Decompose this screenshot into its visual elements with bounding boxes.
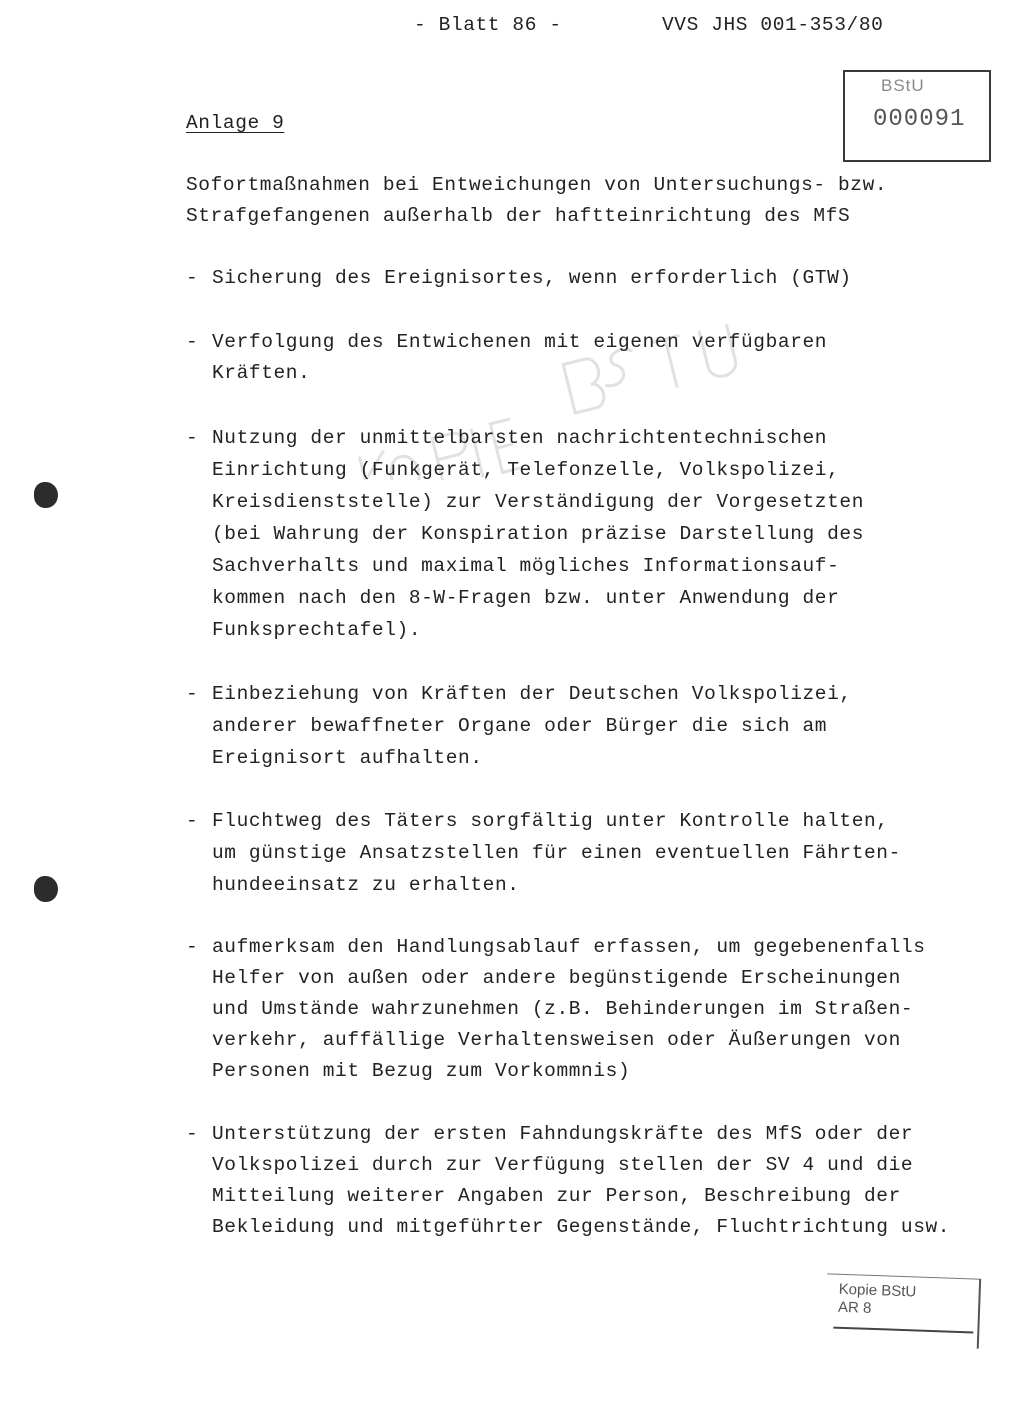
list-item-line: verkehr, auffällige Verhaltensweisen oder Äußerungen von: [212, 1029, 901, 1051]
list-dash: -: [186, 331, 198, 353]
list-dash: -: [186, 810, 198, 832]
list-dash: -: [186, 427, 198, 449]
list-item-line: und Umstände wahrzunehmen (z.B. Behinderungen im Straßen-: [212, 998, 914, 1020]
list-dash: -: [186, 936, 198, 958]
list-item-line: hundeeinsatz zu erhalten.: [212, 874, 520, 896]
list-item-line: Helfer von außen oder andere begünstigende Erscheinungen: [212, 967, 901, 989]
list-item-line: kommen nach den 8-W-Fragen bzw. unter Anwendung der: [212, 587, 840, 609]
copy-stamp: [825, 1273, 981, 1348]
list-item-line: Kräften.: [212, 362, 311, 384]
copy-watermark-stamp: [330, 300, 840, 480]
list-item-line: anderer bewaffneter Organe oder Bürger die sich am: [212, 715, 828, 737]
list-item-line: Einbeziehung von Kräften der Deutschen Volkspolizei,: [212, 683, 852, 705]
list-item-line: Fluchtweg des Täters sorgfältig unter Kontrolle halten,: [212, 810, 889, 832]
list-dash: -: [186, 267, 198, 289]
copy-stamp-label: Kopie BStU: [838, 1280, 917, 1301]
page-number: - Blatt 86 -: [414, 14, 562, 36]
list-item-line: Funksprechtafel).: [212, 619, 422, 641]
list-item-line: (bei Wahrung der Konspiration präzise Darstellung des: [212, 523, 865, 545]
list-item-line: Verfolgung des Entwichenen mit eigenen verfügbaren: [212, 331, 828, 353]
copy-stamp-rule: [833, 1327, 973, 1334]
appendix-label: Anlage 9: [186, 112, 285, 134]
list-item-line: Kreisdienststelle) zur Verständigung der Vorgesetzten: [212, 491, 865, 513]
list-item-line: Sicherung des Ereignisortes, wenn erforderlich (GTW): [212, 267, 852, 289]
list-item-line: Einrichtung (Funkgerät, Telefonzelle, Volkspolizei,: [212, 459, 840, 481]
list-item-line: Volkspolizei durch zur Verfügung stellen der SV 4 und die: [212, 1154, 914, 1176]
list-dash: -: [186, 683, 198, 705]
archive-stamp: [843, 70, 991, 162]
list-dash: -: [186, 1123, 198, 1145]
list-item-line: Unterstützung der ersten Fahndungskräfte des MfS oder der: [212, 1123, 914, 1145]
document-title-line-2: Strafgefangenen außerhalb der haftteinrichtung des MfS: [186, 205, 851, 227]
list-item-line: Mitteilung weiterer Angaben zur Person, Beschreibung der: [212, 1185, 901, 1207]
list-item-line: Sachverhalts und maximal mögliches Informationsauf-: [212, 555, 840, 577]
document-reference: VVS JHS 001-353/80: [662, 14, 884, 36]
punch-hole: [34, 876, 58, 902]
list-item-line: Ereignisort aufhalten.: [212, 747, 483, 769]
list-item-line: Personen mit Bezug zum Vorkommnis): [212, 1060, 631, 1082]
copy-stamp-code: AR 8: [837, 1298, 872, 1317]
list-item-line: Nutzung der unmittelbarsten nachrichtentechnischen: [212, 427, 828, 449]
list-item-line: aufmerksam den Handlungsablauf erfassen, um gegebenenfalls: [212, 936, 926, 958]
list-item-line: Bekleidung und mitgeführter Gegenstände, Fluchtrichtung usw.: [212, 1216, 951, 1238]
punch-hole: [34, 482, 58, 508]
archive-stamp-label: BStU: [881, 76, 925, 95]
archive-stamp-number: 000091: [873, 106, 966, 133]
list-item-line: um günstige Ansatzstellen für einen eventuellen Fährten-: [212, 842, 901, 864]
document-title-line-1: Sofortmaßnahmen bei Entweichungen von Untersuchungs- bzw.: [186, 174, 888, 196]
